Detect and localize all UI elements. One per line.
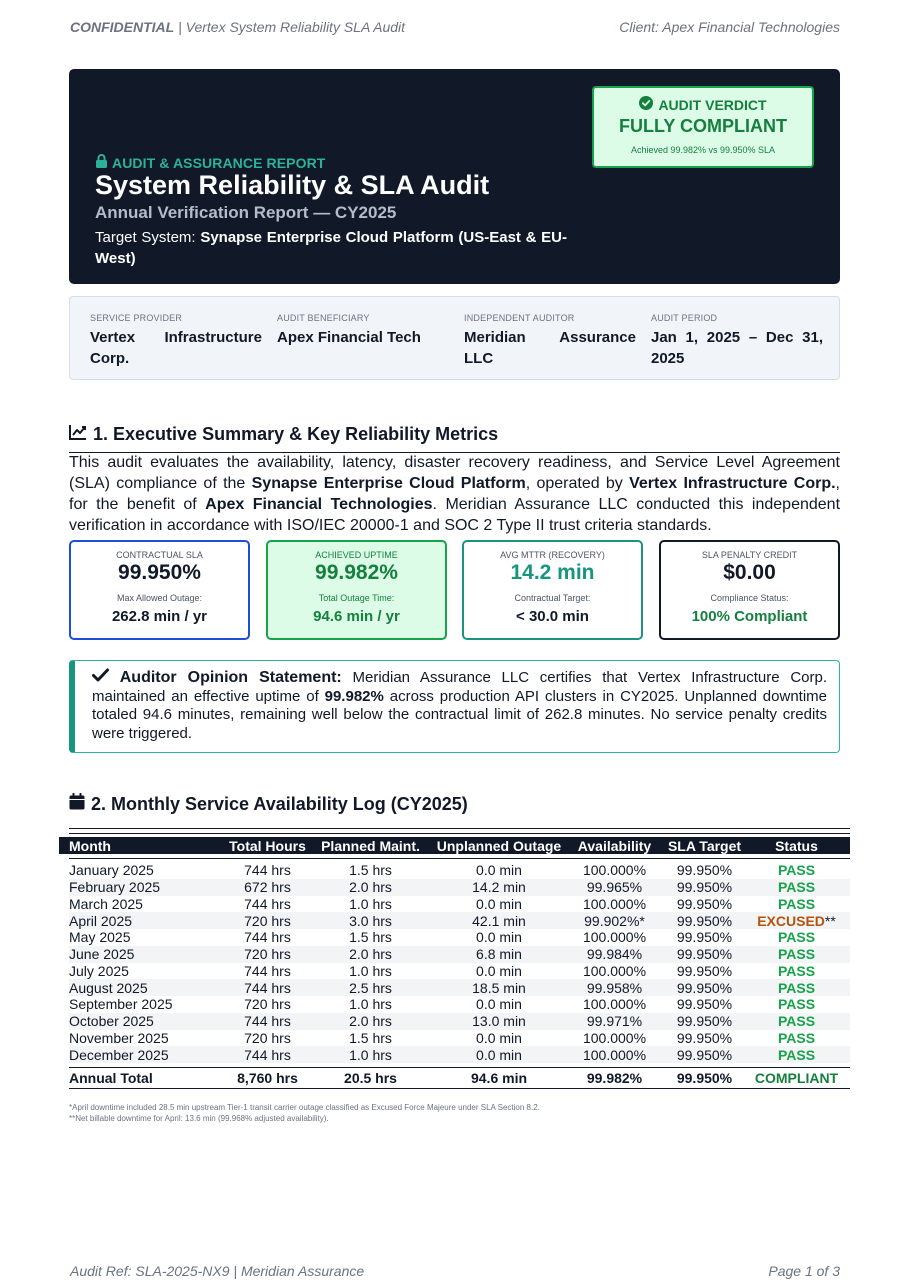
table-cell: 0.0 min xyxy=(476,996,522,1013)
table-cell: 744 hrs xyxy=(244,1046,291,1063)
table-row xyxy=(69,912,850,929)
table-cell: 99.950% xyxy=(676,879,733,896)
party-value: Meridian Assurance LLC xyxy=(464,329,636,367)
section-2-title: 2. Monthly Service Availability Log (CY2025) xyxy=(91,793,468,814)
table-row xyxy=(69,1046,850,1063)
opinion-uptime: 99.982% xyxy=(324,687,384,705)
party-label: INDEPENDENT AUDITOR xyxy=(464,313,575,323)
kpi-sub-label: Total Outage Time: xyxy=(318,593,395,603)
summary-provider: Vertex Infrastructure Corp. xyxy=(629,475,836,492)
table-cell: February 2025 xyxy=(69,879,161,896)
table-row xyxy=(69,896,850,913)
column-header: Total Hours xyxy=(229,837,306,854)
executive-summary xyxy=(69,452,840,536)
status-badge: PASS xyxy=(777,1046,816,1063)
confidential-label: CONFIDENTIAL xyxy=(70,19,175,35)
table-cell: 100.000% xyxy=(582,862,647,879)
table-cell: 672 hrs xyxy=(244,879,291,896)
status-badge: PASS xyxy=(777,996,816,1013)
table-header-row xyxy=(59,837,850,854)
chart-line-icon xyxy=(69,424,87,445)
status-badge: PASS xyxy=(777,1029,816,1046)
status-badge: EXCUSED** xyxy=(757,912,836,929)
kpi-label: CONTRACTUAL SLA xyxy=(116,550,203,560)
table-cell: 2.5 hrs xyxy=(349,979,392,996)
opinion-lead: Auditor Opinion Statement: xyxy=(119,669,342,686)
status-badge: PASS xyxy=(777,929,816,946)
table-cell: 99.950% xyxy=(676,912,733,929)
kpi-sub-label: Compliance Status: xyxy=(710,593,789,603)
table-cell: 1.0 hrs xyxy=(349,895,392,912)
table-cell: January 2025 xyxy=(69,862,154,879)
table-cell: 99.971% xyxy=(586,1013,643,1030)
party-label: AUDIT BENEFICIARY xyxy=(277,313,370,323)
status-badge: PASS xyxy=(777,895,816,912)
target-system-value: Synapse Enterprise Cloud Platform (US-East & EU-West) xyxy=(95,229,567,267)
kpi-value: 99.982% xyxy=(315,561,398,584)
lock-icon xyxy=(95,154,108,171)
table-cell: 744 hrs xyxy=(244,1013,291,1030)
table-cell: 99.950% xyxy=(676,895,733,912)
table-cell: 744 hrs xyxy=(244,979,291,996)
kpi-achieved-uptime xyxy=(266,540,447,640)
table-cell: 720 hrs xyxy=(244,912,291,929)
running-header xyxy=(70,19,840,35)
kpi-contractual-sla xyxy=(69,540,250,640)
table-cell: June 2025 xyxy=(69,946,135,963)
table-cell: 8,760 hrs xyxy=(237,1070,298,1086)
kpi-value: $0.00 xyxy=(723,561,776,584)
table-cell: 720 hrs xyxy=(244,1029,291,1046)
party-value: Jan 1, 2025 – Dec 31, 2025 xyxy=(651,329,823,367)
table-cell: 1.0 hrs xyxy=(349,962,392,979)
table-row xyxy=(69,862,850,879)
table-cell: 100.000% xyxy=(582,1029,647,1046)
status-badge: PASS xyxy=(777,979,816,996)
table-cell: 20.5 hrs xyxy=(344,1070,397,1086)
table-cell: 99.950% xyxy=(676,862,733,879)
kpi-label: ACHIEVED UPTIME xyxy=(315,550,398,560)
table-cell: 1.5 hrs xyxy=(349,1029,392,1046)
summary-text: . Meridian Assurance LLC conducted this independent verification in accordance with ISO/IEC 20000-1 and SOC 2 Type II trust criteria standards. xyxy=(69,496,841,534)
availability-log-table xyxy=(69,828,850,1089)
status-badge: COMPLIANT xyxy=(754,1070,839,1086)
summary-platform: Synapse Enterprise Cloud Platform xyxy=(251,475,526,492)
section-1-title: 1. Executive Summary & Key Reliability Metrics xyxy=(93,424,499,444)
table-cell: November 2025 xyxy=(69,1029,169,1046)
column-header: Planned Maint. xyxy=(321,837,420,854)
table-cell: 99.958% xyxy=(586,979,643,996)
table-cell: 100.000% xyxy=(582,895,647,912)
hero-banner xyxy=(69,69,840,284)
party-audit-period xyxy=(651,313,823,369)
footer-ref: Audit Ref: SLA-2025-NX9 | Meridian Assurance xyxy=(70,1263,365,1279)
header-doc-title: Vertex System Reliability SLA Audit xyxy=(185,19,406,35)
table-cell: September 2025 xyxy=(69,996,173,1013)
table-cell: 99.950% xyxy=(676,996,733,1013)
table-cell: 3.0 hrs xyxy=(349,912,392,929)
table-row xyxy=(69,979,850,996)
kpi-label: AVG MTTR (RECOVERY) xyxy=(500,550,605,560)
table-cell: 1.0 hrs xyxy=(349,996,392,1013)
table-row xyxy=(69,1013,850,1030)
table-cell: 94.6 min xyxy=(470,1070,528,1086)
column-header: Status xyxy=(775,837,818,854)
section-1-heading xyxy=(69,417,840,453)
table-cell: 14.2 min xyxy=(472,879,526,896)
kpi-sub-value: 262.8 min / yr xyxy=(111,608,208,625)
table-cell: 100.000% xyxy=(582,996,647,1013)
table-cell: May 2025 xyxy=(69,929,131,946)
table-cell: 99.950% xyxy=(676,1046,733,1063)
table-cell: 42.1 min xyxy=(472,912,526,929)
status-badge: PASS xyxy=(777,1013,816,1030)
table-cell: 2.0 hrs xyxy=(349,879,392,896)
table-cell: 0.0 min xyxy=(476,1029,522,1046)
table-cell: October 2025 xyxy=(69,1013,154,1030)
audit-verdict-box xyxy=(592,86,814,168)
table-row xyxy=(69,1030,850,1047)
status-badge: PASS xyxy=(777,962,816,979)
table-cell: 1.0 hrs xyxy=(349,1046,392,1063)
table-cell: 99.984% xyxy=(586,946,643,963)
table-cell: 99.950% xyxy=(676,929,733,946)
verdict-value: FULLY COMPLIANT xyxy=(618,116,787,136)
running-footer xyxy=(70,1263,840,1279)
kpi-avg-mttr xyxy=(462,540,643,640)
page-number: Page 1 of 3 xyxy=(768,1263,840,1279)
parties-panel xyxy=(69,296,840,380)
table-top-rule xyxy=(69,833,850,834)
table-cell: 99.950% xyxy=(676,1013,733,1030)
table-cell: 99.950% xyxy=(676,1029,733,1046)
kpi-label: SLA PENALTY CREDIT xyxy=(701,550,798,560)
table-cell: 720 hrs xyxy=(244,946,291,963)
table-cell: 100.000% xyxy=(582,1046,647,1063)
verdict-label-row xyxy=(594,96,812,113)
page-title: System Reliability & SLA Audit xyxy=(95,170,490,200)
table-row xyxy=(69,996,850,1013)
table-cell: 99.982% xyxy=(586,1070,643,1086)
hero-eyebrow-text: AUDIT & ASSURANCE REPORT xyxy=(112,154,326,171)
kpi-value: 14.2 min xyxy=(510,561,595,584)
table-row xyxy=(69,963,850,980)
kpi-sub-label: Max Allowed Outage: xyxy=(116,593,203,603)
table-cell: 2.0 hrs xyxy=(349,946,392,963)
party-value: Apex Financial Tech xyxy=(277,329,421,346)
party-audit-beneficiary xyxy=(277,313,449,348)
auditor-opinion-callout xyxy=(69,660,840,753)
page-subtitle: Annual Verification Report — CY2025 xyxy=(95,203,397,222)
check-icon xyxy=(92,669,120,686)
verdict-note: Achieved 99.982% vs 99.950% SLA xyxy=(630,145,776,155)
header-separator: | xyxy=(178,19,182,35)
summary-text: This audit evaluates the availability, latency, disaster recovery readiness, and Service Level Agreement (SLA) compliance of the xyxy=(69,454,840,492)
party-value: Vertex Infrastructure Corp. xyxy=(90,329,262,367)
table-cell: 100.000% xyxy=(582,962,647,979)
party-service-provider xyxy=(90,313,262,369)
table-cell: 99.965% xyxy=(586,879,643,896)
opinion-text: across production API clusters in CY2025. Unplanned downtime totaled 94.6 minutes, remaining well below the contractual limit of 262.8 minutes. No service penalty credits were triggered. xyxy=(92,687,827,742)
table-cell: 100.000% xyxy=(582,929,647,946)
table-header-rule xyxy=(69,858,850,859)
verdict-label: AUDIT VERDICT xyxy=(658,96,767,113)
hero-eyebrow xyxy=(95,154,325,171)
summary-text: , for the benefit of xyxy=(69,475,840,513)
kpi-sub-value: < 30.0 min xyxy=(516,608,589,625)
table-cell: 744 hrs xyxy=(244,895,291,912)
header-client: Client: Apex Financial Technologies xyxy=(619,19,840,35)
column-header: Unplanned Outage xyxy=(436,837,562,854)
table-cell: 99.902%* xyxy=(584,912,645,929)
table-row xyxy=(69,929,850,946)
status-badge: PASS xyxy=(777,862,816,879)
calendar-icon xyxy=(69,793,85,815)
party-independent-auditor xyxy=(464,313,636,369)
summary-client: Apex Financial Technologies xyxy=(205,496,433,513)
table-cell: 0.0 min xyxy=(476,929,522,946)
table-cell: 99.950% xyxy=(676,979,733,996)
footnote-2: **Net billable downtime for April: 13.6 min (99.968% adjusted availability). xyxy=(69,1114,329,1123)
kpi-sub-label: Contractual Target: xyxy=(514,593,591,603)
table-cell: 99.950% xyxy=(676,946,733,963)
table-cell: 0.0 min xyxy=(476,1046,522,1063)
section-2-heading xyxy=(69,793,840,815)
column-header: Month xyxy=(69,837,111,854)
table-cell: August 2025 xyxy=(69,979,148,996)
table-cell: 0.0 min xyxy=(476,962,522,979)
table-cell: 720 hrs xyxy=(244,996,291,1013)
table-row xyxy=(69,879,850,896)
status-badge: PASS xyxy=(777,879,816,896)
table-cell: 13.0 min xyxy=(472,1013,526,1030)
column-header: Availability xyxy=(577,837,652,854)
column-header: SLA Target xyxy=(667,837,742,854)
summary-text: , operated by xyxy=(525,475,630,492)
table-cell: December 2025 xyxy=(69,1046,169,1063)
footnote-1: *April downtime included 28.5 min upstream Tier-1 transit carrier outage classified as Excused Force Majeure under SLA Section 8.2. xyxy=(69,1103,540,1112)
table-cell: 1.5 hrs xyxy=(349,862,392,879)
table-cell: 744 hrs xyxy=(244,929,291,946)
table-top-rule xyxy=(69,828,850,829)
check-circle-icon xyxy=(639,96,653,113)
target-system-label: Target System: xyxy=(95,229,196,246)
table-total-row xyxy=(69,1067,850,1089)
table-cell: 744 hrs xyxy=(244,962,291,979)
table-row xyxy=(69,946,850,963)
table-cell: 99.950% xyxy=(676,962,733,979)
table-cell: July 2025 xyxy=(69,962,129,979)
table-cell: 744 hrs xyxy=(244,862,291,879)
table-body xyxy=(69,862,850,1063)
table-cell: 1.5 hrs xyxy=(349,929,392,946)
status-badge: PASS xyxy=(777,946,816,963)
table-cell: 99.950% xyxy=(676,1070,733,1086)
table-cell: 0.0 min xyxy=(476,895,522,912)
table-cell: March 2025 xyxy=(69,895,143,912)
table-cell: 2.0 hrs xyxy=(349,1013,392,1030)
kpi-sub-value: 94.6 min / yr xyxy=(313,608,400,625)
target-system xyxy=(95,227,567,269)
kpi-sub-value: 100% Compliant xyxy=(691,608,808,625)
kpi-value: 99.950% xyxy=(118,561,201,584)
table-cell: 18.5 min xyxy=(472,979,526,996)
party-label: AUDIT PERIOD xyxy=(651,313,718,323)
table-cell: April 2025 xyxy=(69,912,133,929)
kpi-sla-penalty-credit xyxy=(659,540,840,640)
table-cell: 6.8 min xyxy=(476,946,522,963)
table-cell: 0.0 min xyxy=(476,862,522,879)
header-left xyxy=(70,19,405,35)
opinion-text: Meridian Assurance LLC certifies that Vertex Infrastructure Corp. maintained an effective uptime of xyxy=(92,669,828,705)
table-cell: Annual Total xyxy=(69,1070,153,1086)
party-label: SERVICE PROVIDER xyxy=(90,313,183,323)
